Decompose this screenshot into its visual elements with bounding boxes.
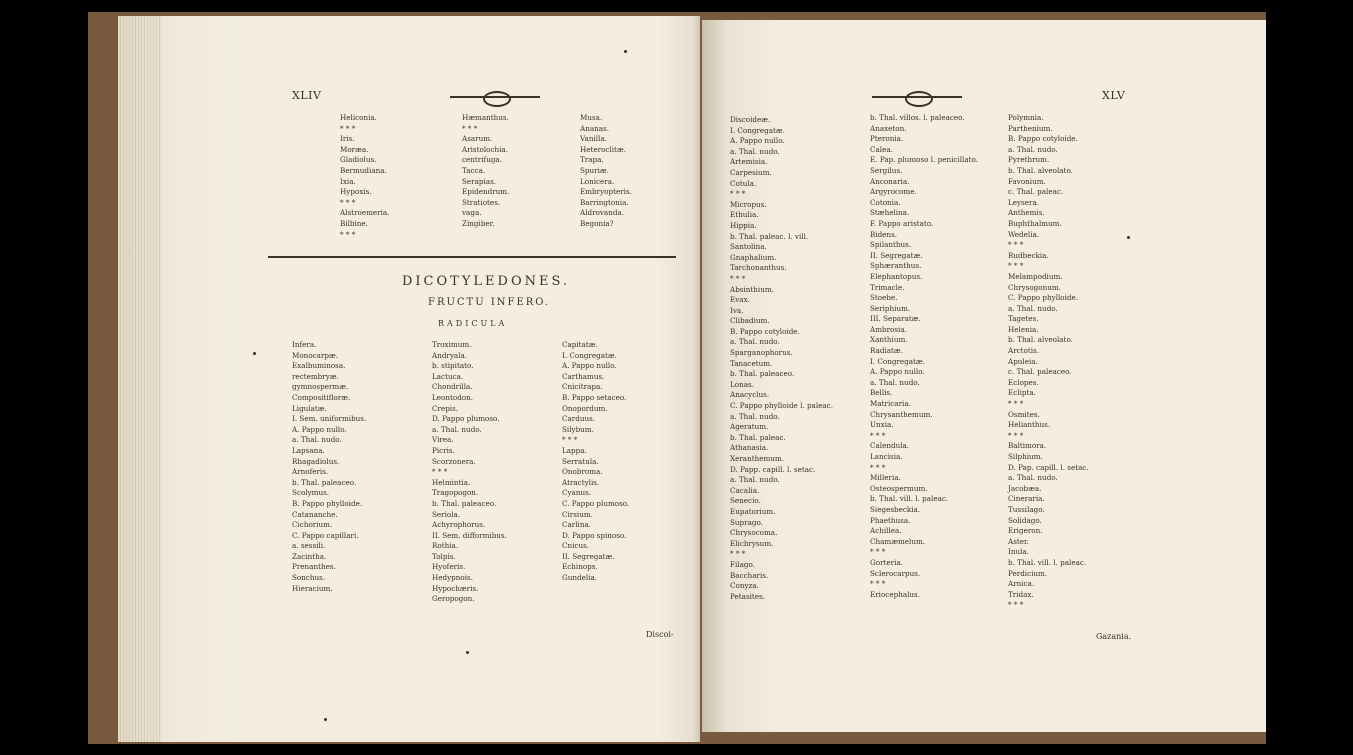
- paper-speck: [324, 718, 327, 721]
- section-rule: [268, 256, 676, 258]
- right-column-3: Polymnia. Parthenium. B. Pappo cotyloide. a. Thal. nudo. Pyrethrum. b. Thal. alveolato. Favonium. c. Thal. paleac. Leysera. Anthemis. Buphthalmum. Wedelia. * * * Rudbeckia. * * * Melampodium. Chrysogonum. C. Pappo phylloide. a. Thal. nudo. Tagetes. Helenia. b. Thal. alveolato. Arctotis. Apuleia. c. Thal. paleaceo. Eclopes. Eclipta. * * * Osmites. Helianthus. * * * Baltimora. Silphium. D. Pap. capill. l. setac. a. Thal. nudo. Jacobæa. Cineraria. Tussilago. Solidago. Erigeron. Aster. Inula. b. Thal. vill. l. paleac. Perdicium. Arnica. Tridax. * * *: [1008, 113, 1089, 610]
- paper-speck: [624, 50, 627, 53]
- left-column-2: Troximum. Andryala. b. stipitato. Lactuca. Chondrilla. Leontodon. Crepis. D. Pappo plumoso. a. Thal. nudo. Virea. Picris. Scorzonera. * * * Helmintia. Tragopogon. b. Thal. paleaceo. Seriola. Achyrophorus. II. Sem. difformibus. Rothia. Tolpis. Hyoferis. Hedypnois. Hypochæris. Geropogon.: [432, 340, 507, 604]
- left-column-3: Capitatæ. I. Congregatæ. A. Pappo nullo. Carthamus. Cnicitrapa. B. Pappo setaceo. Onopordum. Carduus. Silybum. * * * Lappa. Serratula. Onobroma. Atractylis. Cyanus. C. Pappo plumoso. Cirsium. Carlina. D. Pappo spinoso. Cnicus. II. Segregatæ. Echinops. Gundelia.: [562, 340, 630, 583]
- right-column-2: b. Thal. villos. l. paleaceo. Anaxeton. Pteronia. Calea. E. Pap. plumoso l. penicillato. Sergilus. Anconaria. Argyrocome. Cotonia. Stæhelina. F. Pappo aristato. Bidens. Spilanthus. II. Segregatæ. Sphæranthus. Elephantopus. Trimacle. Stoebe. Seriphium. III. Separatæ. Ambrosia. Xanthium. Radiatæ. I. Congregatæ. A. Pappo nullo. a. Thal. nudo. Bellis. Matricaria. Chrysanthemum. Unxia. * * * Calendula. Lancisia. * * * Milleria. Osteospermum. b. Thal. vill. l. paleac. Siegesbeckia. Phaethusa. Achillea. Chamæmelum. * * * Gorteria. Sclerocarpus. * * * Eriocephalus.: [870, 113, 978, 599]
- paper-speck: [1127, 236, 1130, 239]
- catchword-left: Discoi-: [646, 630, 674, 639]
- title-dicotyledones: DICOTYLEDONES.: [402, 274, 571, 289]
- ornament-right: [872, 91, 962, 103]
- page-number-right: XLV: [1102, 89, 1126, 102]
- catchword-right: Gazania.: [1096, 632, 1132, 641]
- subtitle-fructu-infero: FRUCTU INFERO.: [428, 297, 551, 308]
- left-top-column-2: Hæmanthus. * * * Asarum. Aristolochia. centrifuga. Tacca. Serapias. Epidendrum. Stratiotes. vaga. Zingiber.: [462, 113, 510, 228]
- right-column-1: Discoideæ. I. Congregatæ. A. Pappo nullo. a. Thal. nudo. Artemisia. Carpesium. Cotula. * * * Micropus. Ethulia. Hippia. b. Thal. paleac. l. vill. Santolina. Gnaphalium. Tarchonanthus. * * * Absinthium. Evax. Iva. Clibadium. B. Pappo cotyloide. a. Thal. nudo. Sparganophorus. Tanacetum. b. Thal. paleaceo. Lonas. Anacyclus. C. Pappo phylloide l. paleac. a. Thal. nudo. Ageratum. b. Thal. paleac. Athanasia. Xeranthemum. D. Papp. capill. l. setac. a. Thal. nudo. Cacalia. Senecio. Eupatorium. Suprago. Chrysocoma. Elichrysum. * * * Filago. Baccharis. Conyza. Petasites.: [730, 115, 833, 601]
- ornament-left: [450, 91, 540, 103]
- page-edges: [118, 16, 162, 742]
- paper-speck: [466, 651, 469, 654]
- page-number-left: XLIV: [292, 89, 322, 102]
- left-column-1: Infera. Monocarpæ. Exalbuminosa. rectembryæ. gymnospermæ. Compositifloræ. Ligulatæ. I. Sem. uniformibus. A. Pappo nullo. a. Thal. nudo. Lapsana. Rhagadiolus. Arnoferis. b. Thal. paleaceo. Scolymus. B. Pappo phylloide. Catananche. Cichorium. C. Pappo capillari. a. sessili. Zacintha. Prenanthes. Sonchus. Hieracium.: [292, 340, 367, 593]
- left-top-column-3: Musa. Ananas. Vanilla. Heteroclitæ. Trapa. Spuriæ. Lonicera. Embryopteris. Barringtonia. Aldrovanda. Begonia?: [580, 113, 632, 228]
- left-top-column-1: Heliconia. * * * Iris. Moræa. Gladiolus. Bermudiana. Ixia. Hypoxis. * * * Alstroemeria. Bilbine. * * *: [340, 113, 390, 239]
- paper-speck: [253, 352, 256, 355]
- section-radicula: RADICULA: [438, 319, 508, 328]
